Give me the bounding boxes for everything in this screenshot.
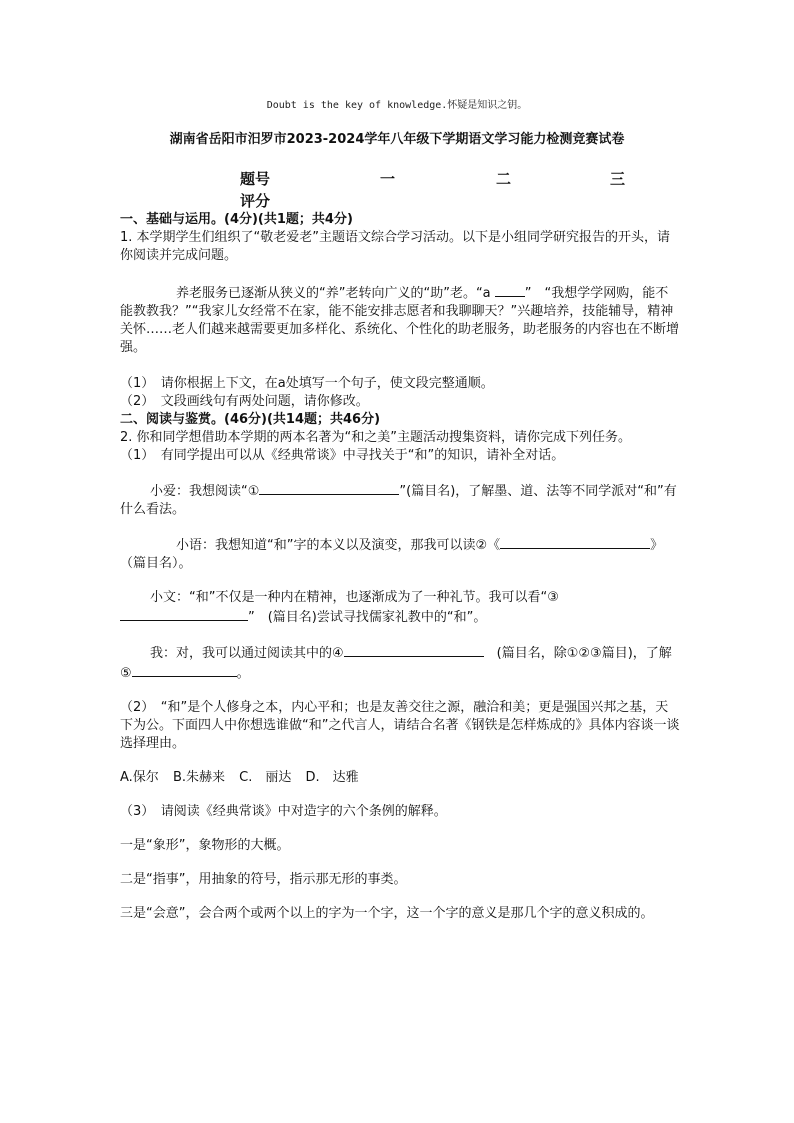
dialogue-line-4 (120, 643, 680, 683)
dialogue-3-text-a: 小文：“和”不仅是一种内在精神，也逐渐成为了一种礼节。我可以看“③ (150, 590, 559, 605)
section-1-heading: 一、基础与运用。(4分)(共1题；共4分) (120, 212, 353, 227)
exam-body (120, 211, 680, 923)
rule-2: 二是“指事”，用抽象的符号，指示那无形的事类。 (120, 872, 407, 887)
option-b[interactable]: B.朱赫来 (172, 770, 226, 785)
dialogue-1-text-a: 小爱：我想阅读“① (150, 484, 260, 499)
question-1-sub-1: （1） 请你根据上下文，在a处填写一个句子，使文段完整通顺。 (120, 376, 494, 391)
dialogue-line-3 (120, 589, 680, 627)
column-2: 二 (496, 170, 512, 188)
dialogue-line-1 (120, 481, 680, 519)
dialogue-2-text-b: 》（篇目名）。 (120, 538, 664, 571)
dialogue-3-text-b: ” (篇目名)尝试寻找儒家礼教中的“和”。 (248, 610, 487, 625)
dialogue-line-2 (120, 535, 680, 573)
dialogue-4-text-c: 。 (236, 666, 250, 681)
rule-3: 三是“会意”，会合两个或两个以上的字为一个字，这一个字的意义是那几个字的意义积成的。 (120, 906, 654, 921)
blank-5[interactable] (132, 663, 237, 677)
dialogue-1-text-b: ”(篇目名)，了解墨、道、法等不同学派对“和”有什么看法。 (120, 484, 677, 517)
dialogue-4-text-a: 我：对，我可以通过阅读其中的④ (150, 646, 344, 661)
column-1: 一 (380, 170, 396, 188)
question-2-sub-1: （1） 有同学提出可以从《经典常谈》中寻找关于“和”的知识，请补全对话。 (120, 448, 565, 463)
question-2-sub-3: （3） 请阅读《经典常谈》中对造字的六个条例的解释。 (120, 804, 447, 819)
score-row-questions (240, 168, 660, 190)
blank-2[interactable] (500, 535, 650, 549)
dialogue-4-text-b: (篇目名，除①②③篇目)，了解⑤ (120, 646, 672, 681)
passage-part-a: 养老服务已逐渐从狭义的“养”老转向广义的“助”老。“a (176, 286, 491, 301)
question-2-sub-2: （2） “和”是个人修身之本，内心平和；也是友善交往之源，融洽和美；更是强国兴邦之基，天下为公。下面四人中你想选谁做“和”之代言人，请结合名著《钢铁是怎样炼成的》具体内容谈一谈选择理由。 (120, 700, 680, 751)
blank-3[interactable] (120, 607, 248, 621)
question-2-intro: 2. 你和同学想借助本学期的两本名著为“和之美”主题活动搜集资料，请你完成下列任务。 (120, 430, 632, 445)
label-question-number: 题号 (240, 170, 271, 188)
motto-text: Doubt is the key of knowledge.怀疑是知识之钥。 (266, 100, 528, 111)
column-3: 三 (610, 170, 626, 188)
blank-a[interactable] (495, 283, 525, 297)
passage-part-b: ” “我想学学网购，能不能教教我？”“我家儿女经常不在家，能不能安排志愿者和我聊聊天？”兴趣培养，技能辅导，精神关怀……老人们越来越需要更加多样化、系统化、个性化的助老服务，助老服务的内容也在不断增强。 (120, 286, 680, 355)
option-a[interactable]: A.保尔 (120, 770, 159, 785)
rule-1: 一是“象形”，象物形的大概。 (120, 838, 290, 853)
option-d[interactable]: D. 达雅 (305, 770, 359, 785)
score-table (240, 168, 660, 212)
score-row-scores (240, 190, 660, 212)
label-score: 评分 (240, 192, 271, 210)
option-c[interactable]: C. 丽达 (239, 770, 292, 785)
blank-1[interactable] (259, 481, 399, 495)
choice-options (120, 769, 680, 787)
passage (120, 283, 680, 357)
blank-4[interactable] (344, 643, 484, 657)
question-1-sub-2: （2） 文段画线句有两处问题，请你修改。 (120, 394, 369, 409)
dialogue-2-text-a: 小语：我想知道“和”字的本义以及演变，那我可以读②《 (176, 538, 501, 553)
section-2-heading: 二、阅读与鉴赏。(46分)(共14题；共46分) (120, 412, 381, 427)
exam-title: 湖南省岳阳市汨罗市2023-2024学年八年级下学期语文学习能力检测竞赛试卷 (169, 132, 625, 147)
question-1-intro: 1. 本学期学生们组织了“敬老爱老”主题语文综合学习活动。以下是小组同学研究报告的开头，请你阅读并完成问题。 (120, 230, 671, 263)
